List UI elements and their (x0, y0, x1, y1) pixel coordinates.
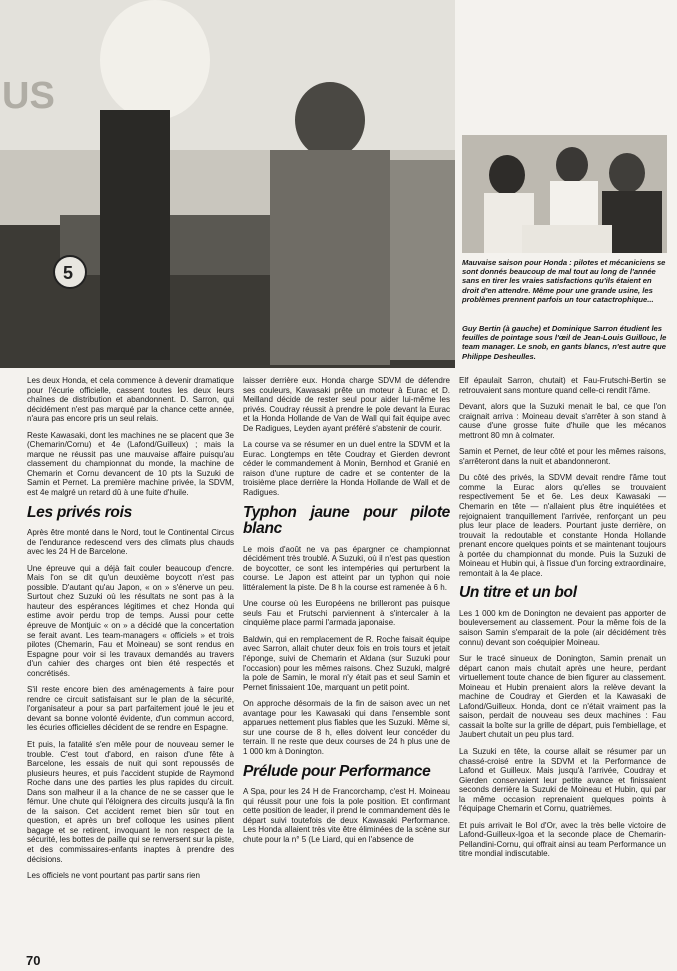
paragraph: Et puis arrivait le Bol d'Or, avec la très belle victoire de Lafond-Guilleux-Igoa et la seconde place de Chemarin-Pellandini-Cornu, qui offrait ainsi au team Performance un titre mondial indiscutable. (459, 820, 666, 859)
paragraph: Une épreuve qui a déjà fait couler beaucoup d'encre. Mais l'on se dit qu'un deuxième boycott n'est pas possible. D'autant qu'au Japon, « on » s'énerve un peu. Surtout chez Suzuki où les résultats ne sont pas à la hauteur des espérances légitimes et chez Honda qui estime avoir perdu trop de temps. Aussi pour cette épreuve de Montjuic « on » a décidé que la concertation se ferait avant. Les team-managers « officiels » et trois pilotes (Chemarin, Fau et Moineau) se sont rendus en Espagne pour voir si les travaux demandés au travers d'un cahier des charges ont bien été respectés et concrétisés. (27, 563, 234, 678)
paragraph: Devant, alors que la Suzuki menait le bal, ce que l'on craignait arriva : Moineau devait s'arrêter à son stand à cause d'une grosse fuite d'huile que les mécanos mettront 80 mn à colmater. (459, 402, 666, 440)
paragraph: Samin et Pernet, de leur côté et pour les mêmes raisons, s'arrêteront dans la nuit et abandonneront. (459, 447, 666, 466)
paragraph: Elf épaulait Sarron, chutait) et Fau-Frutschi-Bertin se retrouvaient sans monture quand celle-ci rendit l'âme. (459, 376, 666, 395)
section-heading-prives-rois: Les privés rois (27, 503, 132, 521)
svg-text:US: US (2, 75, 55, 117)
paragraph: Le mois d'août ne va pas épargner ce championnat décidément très troublé. A Suzuki, où il n'est pas question de boycotter, ce sont les intempéries qui perturbent la course. Le Japon est atteint par un typhon qui noie littéralement la piste. De 8 h la course est ramenée à 6 h. (243, 544, 450, 592)
photo-caption-honda: Mauvaise saison pour Honda : pilotes et mécaniciens se sont donnés beaucoup de mal tout au long de l'année sans en tirer les vraies satisfactions qu'ils étaient en droit d'en attendre. Même pour une grande usine, les problèmes prennent parfois un tour catactrophique... (462, 258, 666, 304)
photo-mechanics-honda-engine (0, 0, 455, 368)
paragraph: Les deux Honda, et cela commence à devenir dramatique pour l'écurie officielle, cassent toutes les deux leurs chaînes de distribution et abandonnent. D. Sarron, qui décidément n'est pas marqué par la chance cette année, n'aura pas encore pris un seul relais. (27, 376, 234, 424)
paragraph: A Spa, pour les 24 H de Francorchamp, c'est H. Moineau qui réussit pour une fois la pole position. Et confirmant cette position de leader, il prend le commandement dès le départ suivi toutefois de deux Kawasaki Performance. Les Honda allaient très vite être éliminées de la scène sur chute pour la n° 5 (Le Liard, qui en l'absence de (243, 787, 450, 844)
article-column-1 (27, 376, 234, 888)
paragraph: Reste Kawasaki, dont les machines ne se placent que 3e (Chemarin/Cornu) et 4e (Lafond/Guilleux) ; mais la marque ne réussit pas une mauvaise affaire puisqu'au classement du championnat du monde, la machine de Chemarin et Cornu devancent de 10 pts la Suzuki de Samin et Pernet. La première machine privée, la SDVM, est 4e malgré un retard dû à une fuite d'huile. (27, 430, 234, 498)
article-column-2 (243, 376, 450, 851)
paragraph: laisser derrière eux. Honda charge SDVM de défendre ses couleurs, Kawasaki prête un moteur à Eurac et D. Meilland décide de rester seul pour aider lui-même les privés. Coudray réussit à prendre le pole devant la Eurac et la Honda Hollande de Van de Wall qui fait équipe avec De Radigues, Leyden ayant préféré s'abstenir de courir. (243, 376, 450, 433)
paragraph: Et puis, la fatalité s'en mêle pour de nouveau semer le trouble. C'est tout d'abord, en raison d'une fête à Barcelone, les essais de nuit qui sont repoussés de plusieurs heures, et puis l'accident stupide de Raymond Roche dans une des parties les plus rapides du circuit. Dans son malheur il a la chance de ne se casser que le fémur. Une chute qui l'éloignera des circuits jusqu'à la fin de la saison. Cet accident remet bien sûr tout en question, et après un bref colloque les usines plient bagage et se retirent, invoquant le non respect de la sécurité, les bottes de paille qui se renversent sur la piste, et des commissaires-enfants inaptes à prendre des décisions. (27, 740, 234, 864)
svg-text:5: 5 (63, 263, 74, 283)
paragraph: La course va se résumer en un duel entre la SDVM et la Eurac. Longtemps en tête Coudray et Gierden devront céder le commandement à Monin, Bernhod et Granié en raison d'une rupture de cadre et se contenter de la troisième place derrière la Honda Hollande de Wall et de Radigues. (243, 440, 450, 498)
paragraph: Après être monté dans le Nord, tout le Continental Circus de l'endurance redescend vers des climats plus chauds avec les 24 H de Barcelone. (27, 528, 234, 557)
page-number: 70 (26, 953, 41, 968)
section-heading-titre-bol: Un titre et un bol (459, 584, 577, 602)
paragraph: Les officiels ne vont pourtant pas partir sans rien (27, 871, 200, 881)
photo-main-illustration (0, 0, 455, 368)
photo-caption-riders: Guy Bertin (à gauche) et Dominique Sarron étudient les feuilles de pointage sous l'œil de Jean-Louis Guillouc, le team manager. Le snob, en gants blancs, n'est autre que Philippe Desheulles. (462, 324, 667, 361)
paragraph: Sur le tracé sinueux de Donington, Samin prenait un départ canon mais chutait après une heure, perdant virtuellement toute chance de bien figurer au classement. Moineau et Hubin prenaient alors la relève devant la machine de Coudray et Gierden et la Kawasaki de Lafond/Guilleux. Honda, dont ce n'était vraiment pas la saison, perdait de nouveau ses deux machines : Fau cassait la boîte sur la grille de départ, puis l'embiellage, et Jaubert chutait un peu plus tard. (459, 654, 666, 740)
paragraph: On approche désormais de la fin de saison avec un net avantage pour les Kawasaki qui dans l'ensemble sont apparues nettement plus fiables que les Suzuki. Même si, sur une course de 8 h, elles doivent leur concéder du terrain. Il ne reste que deux courses de 24 h plus une de 1 000 km à Donington. (243, 699, 450, 756)
paragraph: Une course où les Européens ne brilleront pas puisque seuls Fau et Frutschi parviennent à s'intercaler à la cinquième place parmi l'armada japonaise. (243, 599, 450, 628)
section-heading-typhon-jaune: Typhon jaune pour pilote blanc (243, 503, 450, 538)
paragraph: La Suzuki en tête, la course allait se résumer par un chassé-croisé entre la SDVM et la Performance de Lafond et Guilleux. Mais jusqu'à l'arrivée, Coudray et Gierden conservaient leur petite avance et finissaient seconds derrière la Suzuki de Moineau et Hubin, qui par la même occasion reprenaient quelques points à l'équipage Chemarin et Cornu, quatrièmes. (459, 747, 666, 814)
article-column-3 (459, 376, 666, 866)
paragraph: S'il reste encore bien des aménagements à faire pour rendre ce circuit satisfaisant sur le plan de la sécurité, l'organisateur a pour sa part parfaitement joué le jeu et devant sa bonne volonté évidente, d'un commun accord, les écuries officielles décident de se rendre en Espagne. (27, 685, 234, 733)
paragraph: Baldwin, qui en remplacement de R. Roche faisait équipe avec Sarron, allait chuter deux fois en trois tours et jetait l'éponge, suivi de Chemarin et Aldana (sur Suzuki pour l'occasion) pour les mêmes raisons. Chez Suzuki, malgré la pole de Samin, le moral n'y était pas et seul Samin et Pernet finissaient 10e, marquant un petit point. (243, 634, 450, 692)
photo-riders-laptimes (462, 135, 667, 253)
paragraph: Les 1 000 km de Donington ne devaient pas apporter de bouleversement au classement. Pour la même fois de la saison Samin s'emparait de la pole (air décidément très connu) devant son coéquipier Moineau. (459, 608, 666, 647)
paragraph: Du côté des privés, la SDVM devait rendre l'âme tout comme la Eurac alors qu'elles se trouvaient respectivement 5e et 6e. Les deux Kawasaki — Chemarin en tête — n'allaient plus être inquiétées et rejoignaient tranquillement l'arrivée, renforçant un peu plus leur place de leaders. Pourtant juste derrière, on trouvait la redoutable et constante Honda Hollande prenant encore quelques points et se maintenant toujours à portée du championnat du monde. Puis la Suzuki de Moineau et Hubin qui, à l'issue d'un forcing extraordinaire, remontait à la 4e place. (459, 473, 666, 578)
photo-small-illustration (462, 135, 667, 253)
section-heading-prelude-performance: Prélude pour Performance (243, 762, 431, 780)
